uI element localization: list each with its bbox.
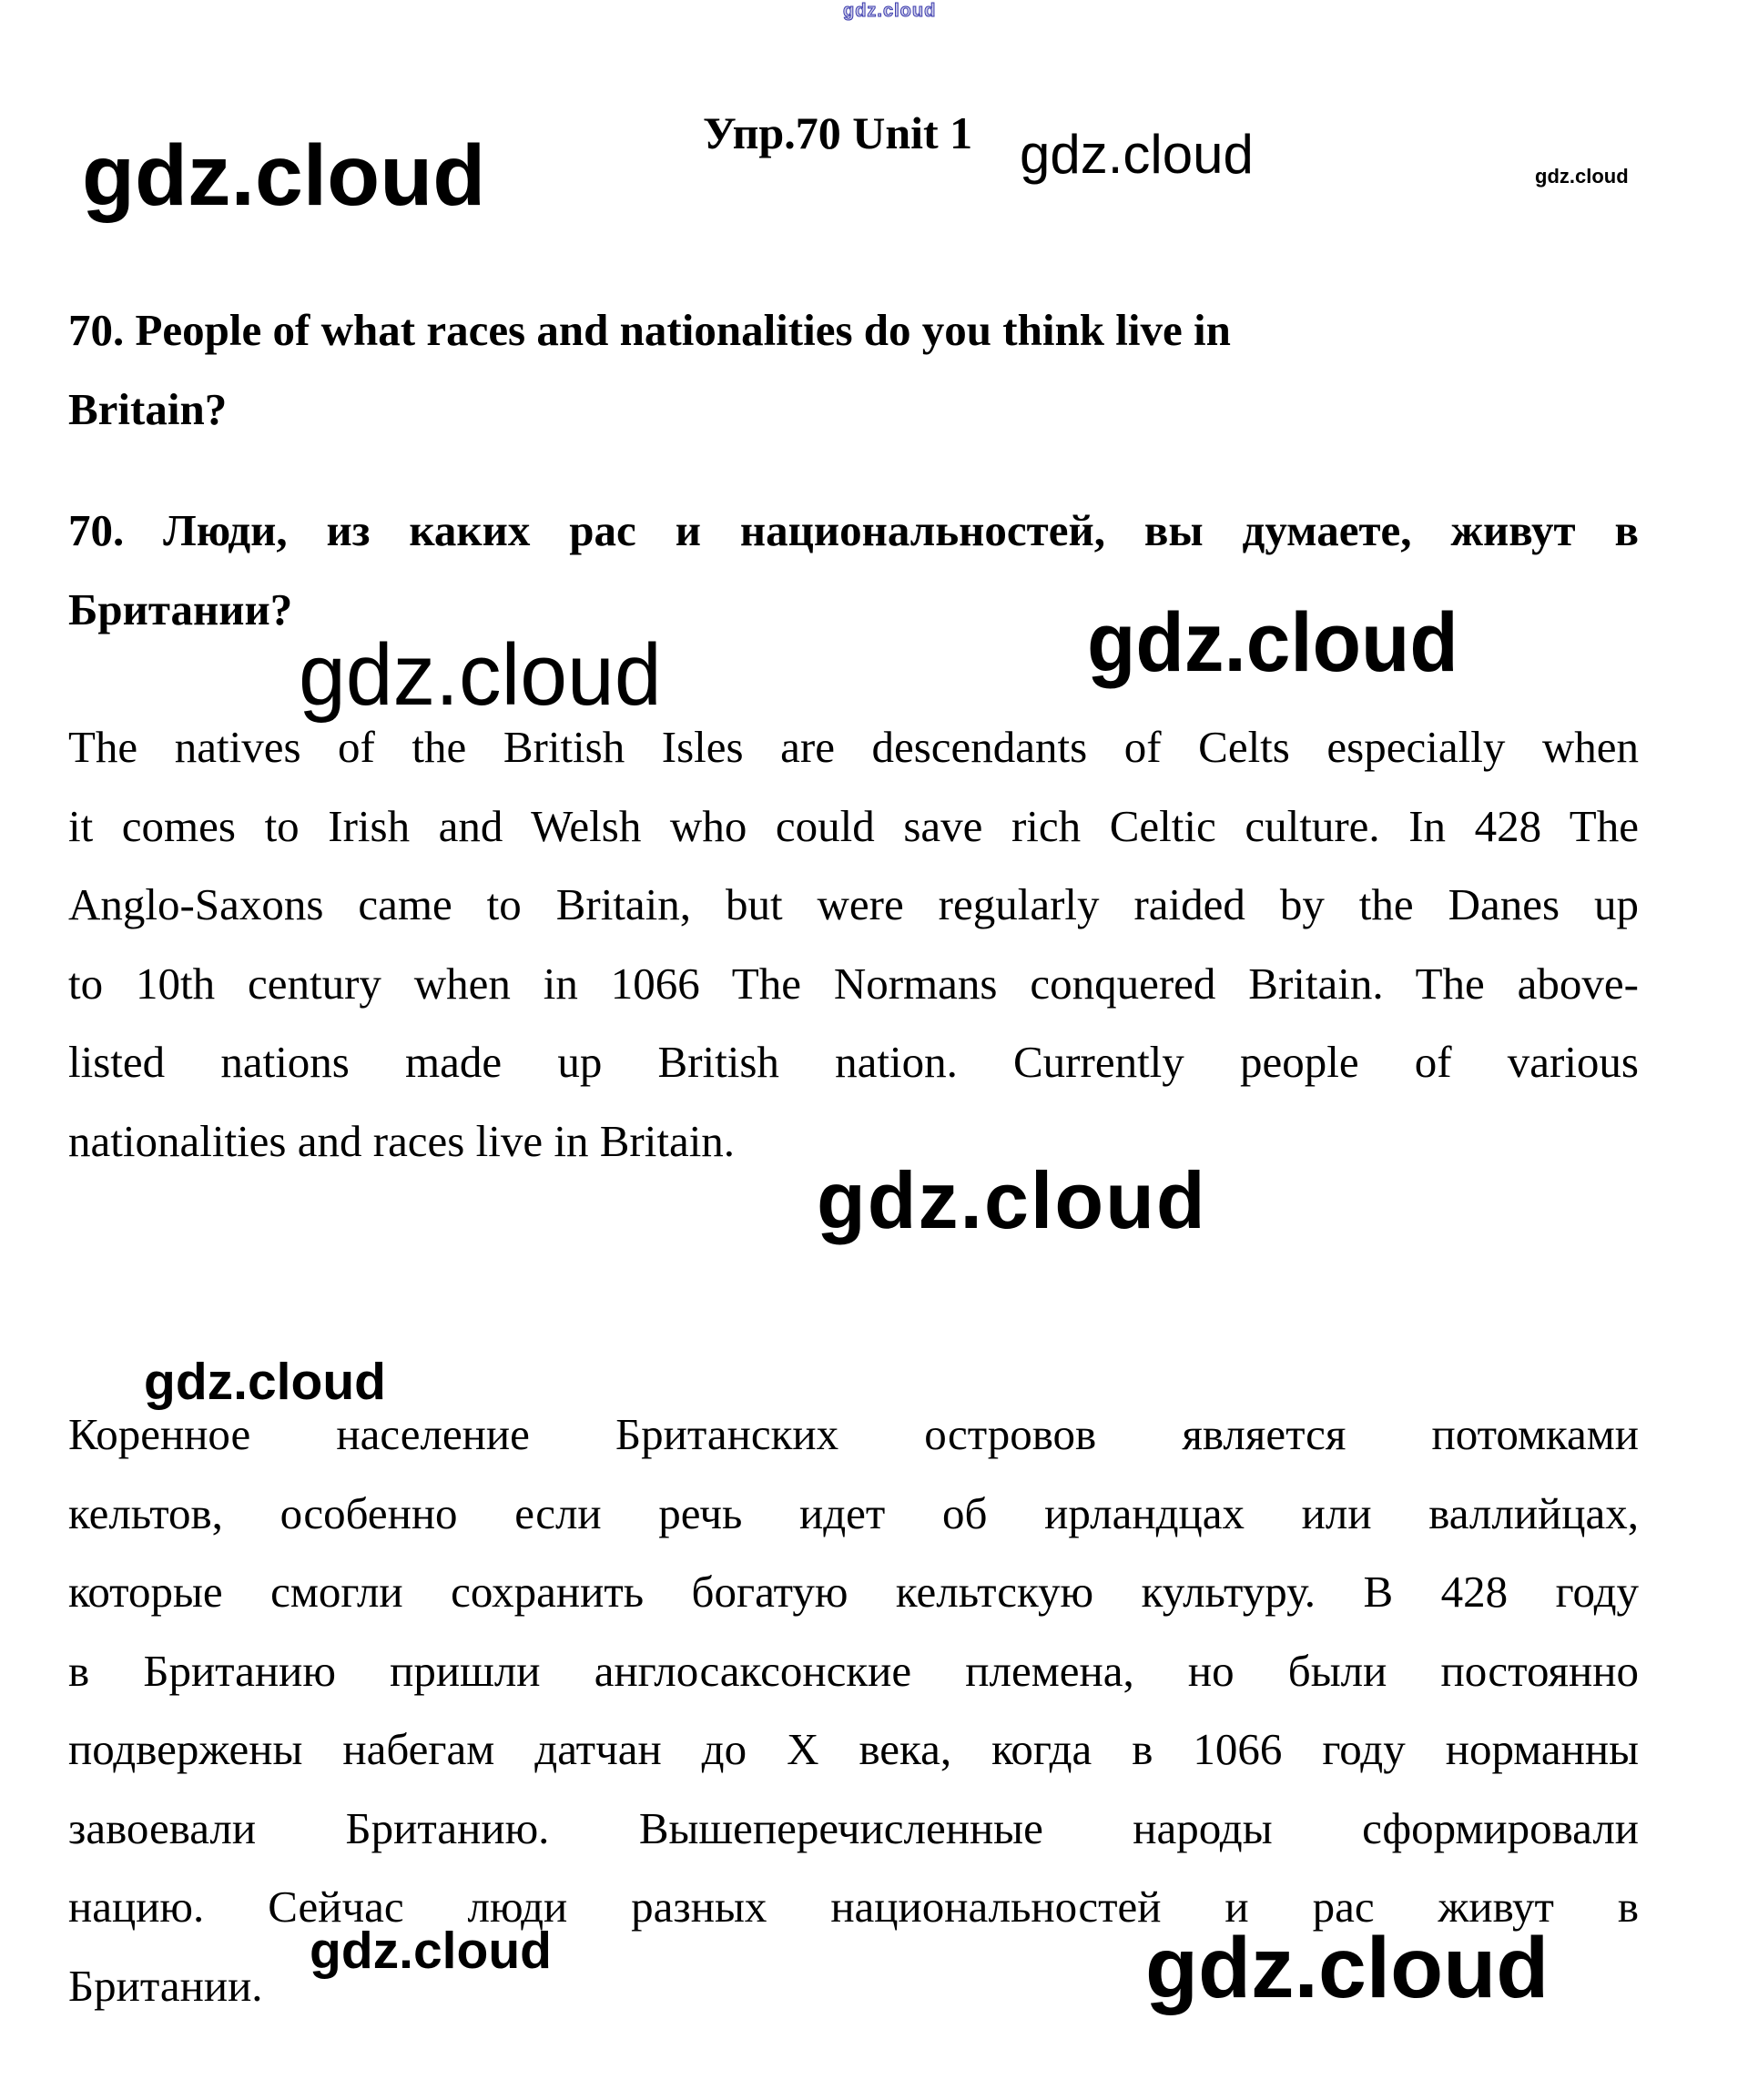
gdz-watermark-bottom-right: gdz.cloud (1145, 1920, 1550, 2016)
answer-russian-line: в Британию пришли англосаксонские племена, но были постоянно (68, 1645, 1639, 1696)
gdz-watermark-top-left: gdz.cloud (82, 127, 486, 224)
answer-russian-line: нацию. Сейчас люди разных национальностей и рас живут в (68, 1882, 1639, 1932)
question-russian-line: Британии? (68, 583, 293, 634)
gdz-watermark-mid-left: gdz.cloud (299, 626, 662, 724)
answer-english-line: listed nations made up British nation. Currently people of various (68, 1037, 1639, 1087)
answer-russian-line: завоевали Британию. Вышеперечисленные народы сформировали (68, 1802, 1639, 1853)
gdz-watermark-above-russian: gdz.cloud (144, 1353, 386, 1411)
answer-english (68, 708, 1639, 1181)
gdz-watermark-top-right: gdz.cloud (1535, 165, 1629, 188)
gdz-watermark-mid-right: gdz.cloud (1087, 596, 1458, 689)
answer-russian-line: кельтов, особенно если речь идет об ирландцах или валлийцах, (68, 1487, 1639, 1538)
answer-english-line: Anglo-Saxons came to Britain, but were regularly raided by the Danes up (68, 879, 1639, 929)
gdz-watermark-after-title: gdz.cloud (1020, 124, 1254, 185)
gdz-watermark-top-blue: gdz.cloud (843, 1, 937, 21)
answer-russian-line: Коренное население Британских островов является потомками (68, 1409, 1639, 1459)
answer-russian (68, 1395, 1639, 2025)
answer-russian-line: Британии. (68, 1960, 263, 2011)
exercise-title: Упр.70 Unit 1 (703, 107, 973, 158)
answer-english-line: The natives of the British Isles are descendants of Celts especially when (68, 722, 1639, 772)
answer-russian-line: подвержены набегам датчан до Х века, когда в 1066 году норманны (68, 1724, 1639, 1774)
question-russian-line: 70. Люди, из каких рас и национальностей, вы думаете, живут в (68, 505, 1639, 555)
question-english (68, 291, 1639, 449)
answer-russian-line: которые смогли сохранить богатую кельтскую культуру. В 428 году (68, 1567, 1639, 1617)
gdz-watermark-center: gdz.cloud (817, 1155, 1207, 1245)
question-english-line: 70. People of what races and nationalities do you think live in (68, 305, 1231, 355)
question-english-line: Britain? (68, 383, 228, 434)
answer-english-line: to 10th century when in 1066 The Normans conquered Britain. The above- (68, 958, 1639, 1009)
question-russian (68, 492, 1639, 649)
gdz-watermark-bottom-left: gdz.cloud (310, 1922, 552, 1980)
answer-english-line: it comes to Irish and Welsh who could save rich Celtic culture. In 428 The (68, 800, 1639, 851)
answer-english-line: nationalities and races live in Britain. (68, 1115, 736, 1166)
